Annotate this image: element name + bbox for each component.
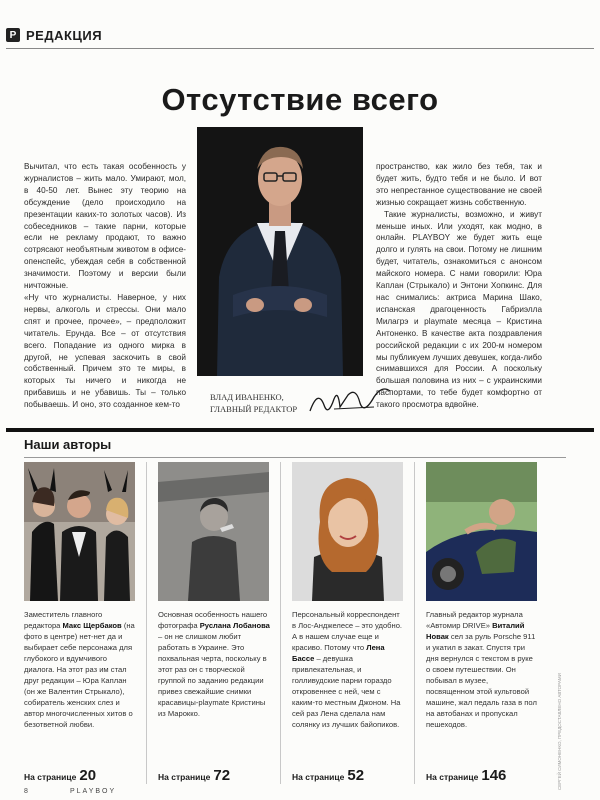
page-reference-number: 72 [213,767,231,784]
editor-role: ГЛАВНЫЙ РЕДАКТОР [210,404,298,414]
author-name: Макс Щербаков [62,621,122,630]
author-bio-1 [24,609,136,730]
author-bio-3 [292,609,404,730]
page-reference-label: На странице [292,772,345,782]
page-reference-number: 52 [347,767,365,784]
page-reference-4 [426,767,506,784]
editor-photo [197,127,363,376]
column-separator [280,462,281,784]
author-bio-text: Персональный корреспондент в Лос-Анджелесе – это удобно. А в нашем случае еще и красиво. Потому что [292,610,403,652]
author-bio-2 [158,609,270,719]
paragraph: «Ну что журналисты. Наверное, у них нервы, алкоголь и стрессы. Они мало спят и прочее, прочее», – предположит читатель. Ерунда. Все – от отсутствия всего. Попадание из одного мирка в другой, не успевая заскочить в свой собственный. Причем это те миры, в которых ты ничего и никогда не прибавишь и не убавишь. Ты – только побываешь. И оно, это созданное кем-то [24,292,186,410]
photo-credit: СЕРГЕЙ СИМОНЕНКО, ПРЕДОСТАВЛЕНО АВТОРАМИ [557,673,562,790]
magazine-name: PLAYBOY [70,788,117,795]
column-separator [146,462,147,784]
author-photo-3 [292,462,403,601]
page-reference-number: 20 [79,767,97,784]
column-separator [414,462,415,784]
author-photo-2 [158,462,269,601]
paragraph: Вычитал, что есть такая особенность у журналистов – жить мало. Умирают, мол, в 40-50 лет. Вынес эту теорию на обсуждение (дело происходило на презентации каких-то золотых часов). Из собеседников – такие парни, которые если не рекламу продают, то важно сотрясают необъятным животом в офисе-опенспейс, убеждая себя в собственной значимости. Поэтому и версии были ничтожные. [24,162,186,291]
authors-section-title: Наши авторы [24,437,112,452]
page-number: 8 [24,788,28,795]
page-reference-1 [24,767,96,784]
page-reference-2 [158,767,230,784]
page-reference-3 [292,767,364,784]
author-bio-text: Основная особенность нашего фотографа [158,610,268,630]
author-bio-text: – он не слишком любит работать в Украине. Это похвальная черта, поскольку в этот раз он с творческой группой по заданию редакции привез свежайшие снимки красавицы-playmate Кристины из Марокко. [158,632,267,718]
author-bio-text: Заместитель главного редактора [24,610,103,630]
playboy-bunny-icon: P [6,28,20,42]
author-bio-text: сел за руль Porsche 911 и укатил в закат. Спустя три дня вернулся с текстом в руке о своем путешествии. Он побывал в музее, посвященном этой культовой машине, жал педаль газа в пол на автобанах и пропускал пешеходов. [426,632,537,729]
author-name: Лена Бассе [292,643,385,663]
page-reference-label: На странице [24,772,77,782]
author-bio-4 [426,609,538,730]
paragraph: Такие журналисты, возможно, и живут меньше иных. Или уходят, как модно, в онлайн. PLAYBOY же будет жить еще долго и гулять на свои. Потому не лишним будет, читатель, ознакомиться с анонсом майского номера. С нами говорили: Юра Каплан (Стрыкало) и Энтони Хопкинс. Для нас снимались: актриса Марина Шако, испанская драгоценность Габриэлла Милагрэ и playmate месяца – Кристина Антоненко. В качестве акта поздравления российской редакции с их 200-м номером мы публикуем лучших девушек, когда-либо снимавшихся для России. А поскольку большая половина из них – с украинскими паспортами, то тебе будет комфортно от такого просмотра вдвойне. [376,209,542,410]
section-header [6,24,102,46]
section-name: РЕДАКЦИЯ [26,27,103,43]
editor-portrait-image [197,127,363,376]
page-reference-number: 146 [481,767,507,784]
page-reference-label: На странице [158,772,211,782]
author-bio-text: Главный редактор журнала «Автомир DRIVE» [426,610,523,630]
authors-section-bar [6,428,594,432]
article-column-left [24,161,186,411]
authors-rule [24,457,566,458]
author-name: Руслана Лобанова [199,621,270,630]
page-title: Отсутствие всего [161,82,439,117]
page-reference-label: На странице [426,772,479,782]
author-bio-text: (на фото в центре) нет-нет да и выбирает себе персонажа для глубокого и вдумчивого диалога. На этот раз им стал друг редакции – Юра Каплан (он же Валентин Стрыкало), собиратель женских слез и автор многочисленных хитов о безответной любви. [24,621,135,729]
header-rule [6,48,594,49]
author-bio-text: – девушка привлекательная, и голливудские парни гораздо откровеннее с ней, чем с каким-то местным Джоном. На сей раз Лена сделала нам солянку из лучших байопиков. [292,654,401,729]
editor-name: ВЛАД ИВАНЕНКО, [210,392,284,402]
article-column-right [376,161,542,411]
author-name: Виталий Новак [426,621,525,641]
author-photo-1 [24,462,135,601]
paragraph: пространство, как жило без тебя, так и будет жить, будто тебя и не было. И вот это непрестанное существование не своей жизнью сокращает жизнь собственную. [376,162,542,207]
handwritten-signature [304,381,394,421]
author-photo-4 [426,462,537,601]
